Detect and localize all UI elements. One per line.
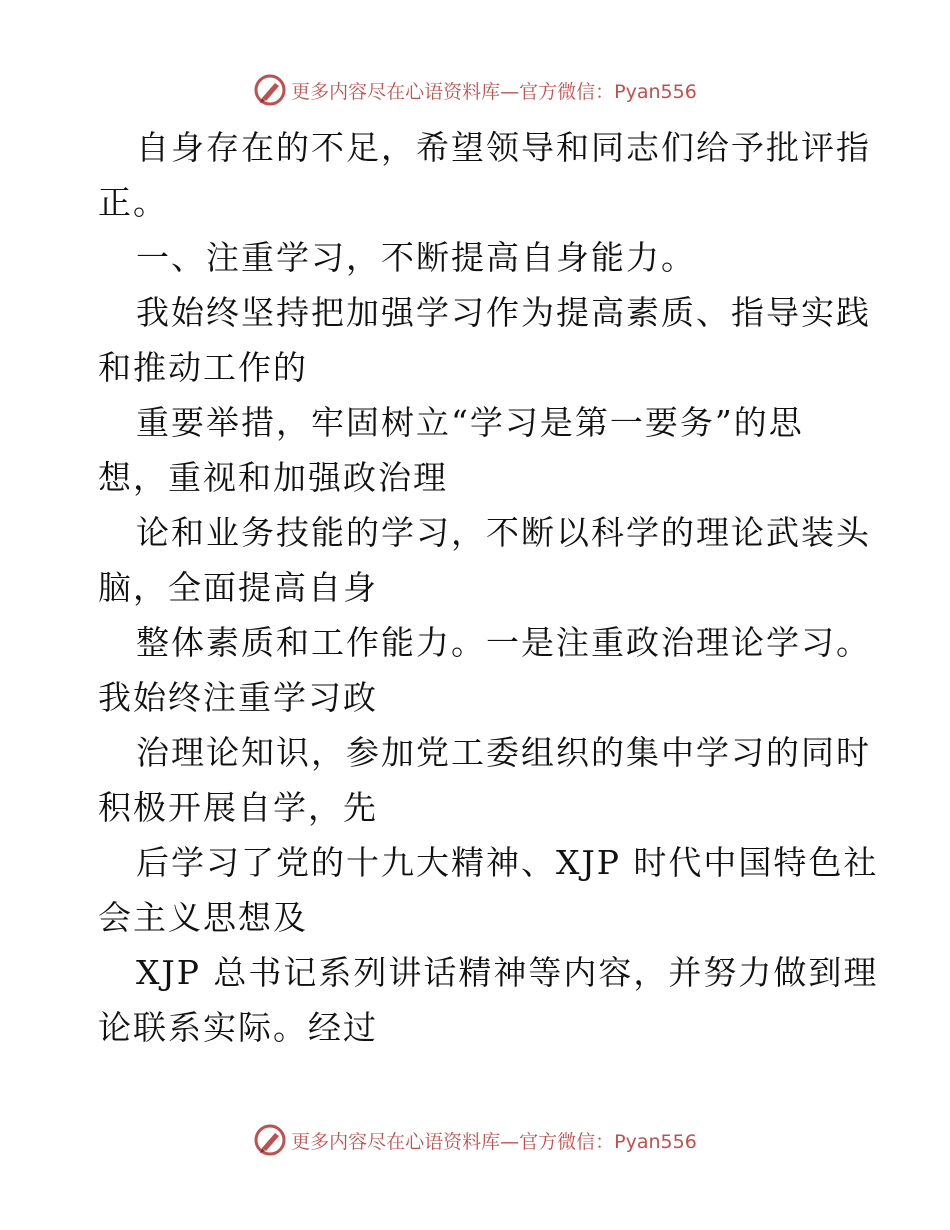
- text-line: 想，重视和加强政治理: [98, 458, 448, 497]
- text-line: 治理论知识，参加党工委组织的集中学习的同时: [136, 733, 871, 772]
- text-line: 整体素质和工作能力。一是注重政治理论学习。: [136, 623, 871, 662]
- text-line: 积极开展自学，先: [98, 788, 378, 827]
- pen-logo-icon: [253, 73, 287, 107]
- text-line: 我始终坚持把加强学习作为提高素质、指导实践: [136, 293, 871, 332]
- text-line: 后学习了党的十九大精神、XJP 时代中国特色社: [136, 843, 879, 882]
- footer-banner: [0, 1120, 950, 1160]
- text-line: 重要举措，牢固树立“学习是第一要务”的思: [136, 403, 804, 442]
- banner-text: 更多内容尽在心语资料库—官方微信：Pyan556: [291, 1130, 697, 1153]
- banner-text: 更多内容尽在心语资料库—官方微信：Pyan556: [291, 80, 697, 103]
- document-body: [98, 120, 879, 1055]
- text-line: 会主义思想及: [98, 898, 308, 937]
- text-line: XJP 总书记系列讲话精神等内容，并努力做到理: [136, 953, 879, 992]
- text-line: 脑，全面提高自身: [98, 568, 378, 607]
- text-line: 论和业务技能的学习，不断以科学的理论武装头: [136, 513, 871, 552]
- text-line: 和推动工作的: [98, 348, 308, 387]
- text-line: 正。: [98, 183, 168, 222]
- text-line: 论联系实际。经过: [98, 1008, 378, 1047]
- text-line: 一、注重学习，不断提高自身能力。: [136, 238, 696, 277]
- pen-logo-icon: [253, 1123, 287, 1157]
- text-line: 自身存在的不足，希望领导和同志们给予批评指: [136, 128, 871, 167]
- text-line: 我始终注重学习政: [98, 678, 378, 717]
- header-banner: [0, 70, 950, 110]
